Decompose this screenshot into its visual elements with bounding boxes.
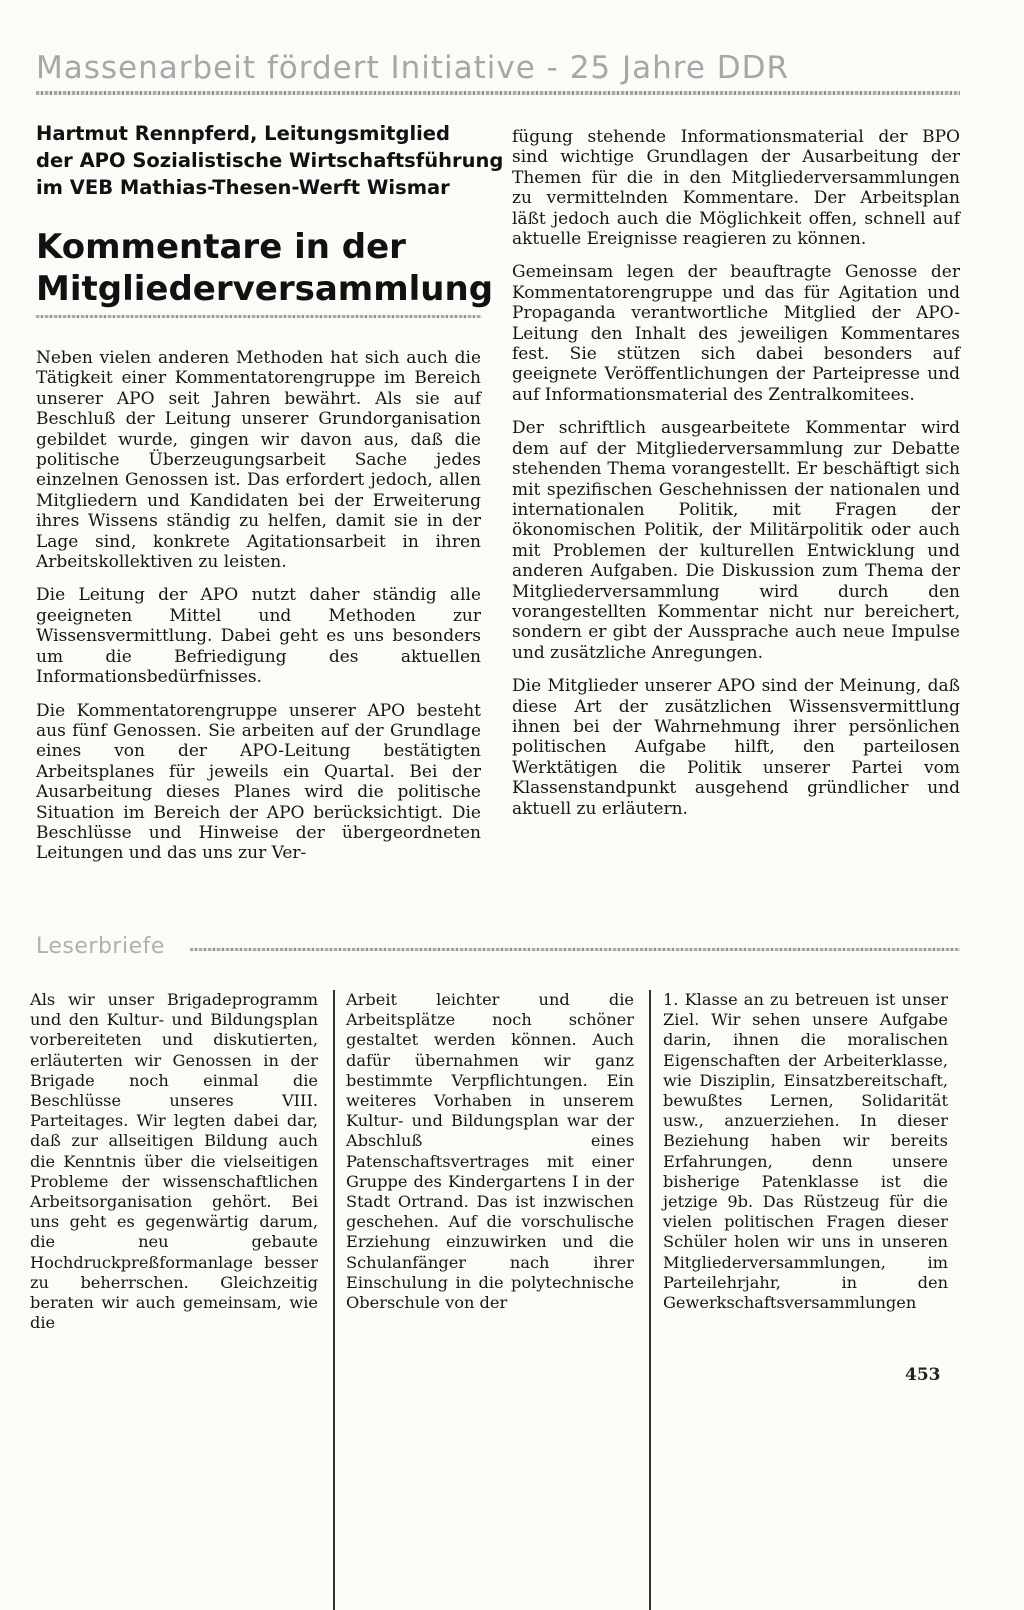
article-paragraph: Die Kommentatorengruppe unserer APO besteht aus fünf Genossen. Sie arbeiten auf der Grundlage eines von der APO-Leitung bestätigten Arbeitsplanes für jeweils ein Quartal. Bei der Ausarbeitung dieses Planes wird die politische Situation im Bereich der APO berücksichtigt. Die Beschlüsse und Hinweise der übergeordneten Leitungen und das uns zur Ver- [36,700,481,864]
letter-text: Arbeit leichter und die Arbeitsplätze noch schöner gestaltet werden können. Auch dafür übernahmen wir ganz bestimmte Verpflichtungen. Ein weiteres Vorhaben in unserem Kultur- und Bildungsplan war der Abschluß eines Patenschaftsvertrages mit einer Gruppe des Kindergartens I in der Stadt Ortrand. Das ist inzwischen geschehen. Auf die vorschulische Erziehung einzuwirken und die Schulanfänger nach ihrer Einschulung in die polytechnische Oberschule von der [346,990,634,1313]
article-paragraph: Die Leitung der APO nutzt daher ständig alle geeigneten Mittel und Methoden zur Wissensvermittlung. Dabei geht es uns besonders um die Befriedigung des aktuellen Informationsbedürfnisses. [36,585,481,688]
page-number: 453 [905,1365,941,1385]
header-rule [36,91,960,95]
column-divider [649,990,651,1610]
article-paragraph: fügung stehende Informationsmaterial der BPO sind wichtige Grundlagen der Ausarbeitung der Themen für die in den Mitgliederversammlungen zu vermittelnden Kommentare. Der Arbeitsplan läßt jedoch auch die Möglichkeit offen, schnell auf aktuelle Ereignisse reagieren zu können. [512,127,960,250]
title-line: Kommentare in der [36,227,406,267]
title-rule [36,315,482,318]
author-line: im VEB Mathias-Thesen-Werft Wismar [36,176,450,199]
article-author [36,120,504,201]
author-line: der APO Sozialistische Wirtschaftsführung [36,149,504,172]
article-paragraph: Gemeinsam legen der beauftragte Genosse der Kommentatorengruppe und das für Agitation und Propaganda verantwortliche Mitglied der APO-Leitung den Inhalt des jeweiligen Kommentares fest. Sie stützen sich dabei besonders auf geeignete Veröffentlichungen der Parteipresse und auf Informationsmaterial des Zentralkomitees. [512,262,960,405]
article-paragraph: Neben vielen anderen Methoden hat sich auch die Tätigkeit einer Kommentatorengruppe im Bereich unserer APO seit Jahren bewährt. Als sie auf Beschluß der Leitung unserer Grundorganisation gebildet wurde, gingen wir davon aus, daß die politische Überzeugungsarbeit Sache jedes einzelnen Genossen ist. Das erfordert jedoch, allen Mitgliedern und Kandidaten bei der Erweiterung ihres Wissens ständig zu helfen, damit sie in der Lage sind, konkrete Agitationsarbeit in ihren Arbeitskollektiven zu leisten. [36,348,481,573]
article-title [36,226,496,310]
letter-column-3 [663,990,948,1313]
letters-rule [190,948,960,951]
article-paragraph: Der schriftlich ausgearbeitete Kommentar wird dem auf der Mitgliederversammlung zur Debatte stehenden Thema vorangestellt. Er beschäftigt sich mit spezifischen Geschehnissen der nationalen und internationalen Politik, mit Fragen der ökonomischen Politik, der Militärpolitik oder auch mit Problemen der kulturellen Entwicklung und anderen Aufgaben. Die Diskussion zum Thema der Mitgliederversammlung wird durch den vorangestellten Kommentar nicht nur bereichert, sondern er gibt der Aussprache auch neue Impulse und zusätzliche Anregungen. [512,418,960,663]
article-paragraph: Die Mitglieder unserer APO sind der Meinung, daß diese Art der zusätzlichen Wissensvermittlung ihnen bei der Wahrnehmung ihrer persönlichen politischen Aufgabe hilft, den parteilosen Werktätigen die Politik unserer Partei vom Klassenstandpunkt ausgehend gründlicher und aktuell zu erläutern. [512,676,960,819]
letter-column-1 [30,990,318,1333]
title-line: Mitgliederversammlung [36,269,494,309]
letter-column-2 [346,990,634,1313]
article-column-left [36,348,481,877]
letters-section-title: Leserbriefe [36,934,165,959]
column-divider [333,990,335,1610]
author-line: Hartmut Rennpferd, Leitungsmitglied [36,122,450,145]
letter-text: 1. Klasse an zu betreuen ist unser Ziel. Wir sehen unsere Aufgabe darin, ihnen die moralischen Eigenschaften der Arbeiterklasse, wie Disziplin, Einsatzbereitschaft, bewußtes Lernen, Solidarität usw., anzuerziehen. In dieser Beziehung haben wir bereits Erfahrungen, denn unsere bisherige Patenklasse ist die jetzige 9b. Das Rüstzeug für die vielen politischen Fragen dieser Schüler holen wir uns in unseren Mitgliederversammlungen, im Parteilehrjahr, in den Gewerkschaftsversammlungen [663,990,948,1313]
letter-text: Als wir unser Brigadeprogramm und den Kultur- und Bildungsplan vorbereiteten und diskutierten, erläuterten wir Genossen in der Brigade noch einmal die Beschlüsse unseres VIII. Parteitages. Wir legten dabei dar, daß zur allseitigen Bildung auch die Kenntnis über die vielseitigen Probleme der wissenschaftlichen Arbeitsorganisation gehört. Bei uns geht es gegenwärtig darum, die neu gebaute Hochdruckpreßformanlage besser zu beherrschen. Gleichzeitig beraten wir auch gemeinsam, wie die [30,990,318,1333]
article-column-right [512,127,960,832]
section-header: Massenarbeit fördert Initiative - 25 Jahre DDR [36,50,790,86]
